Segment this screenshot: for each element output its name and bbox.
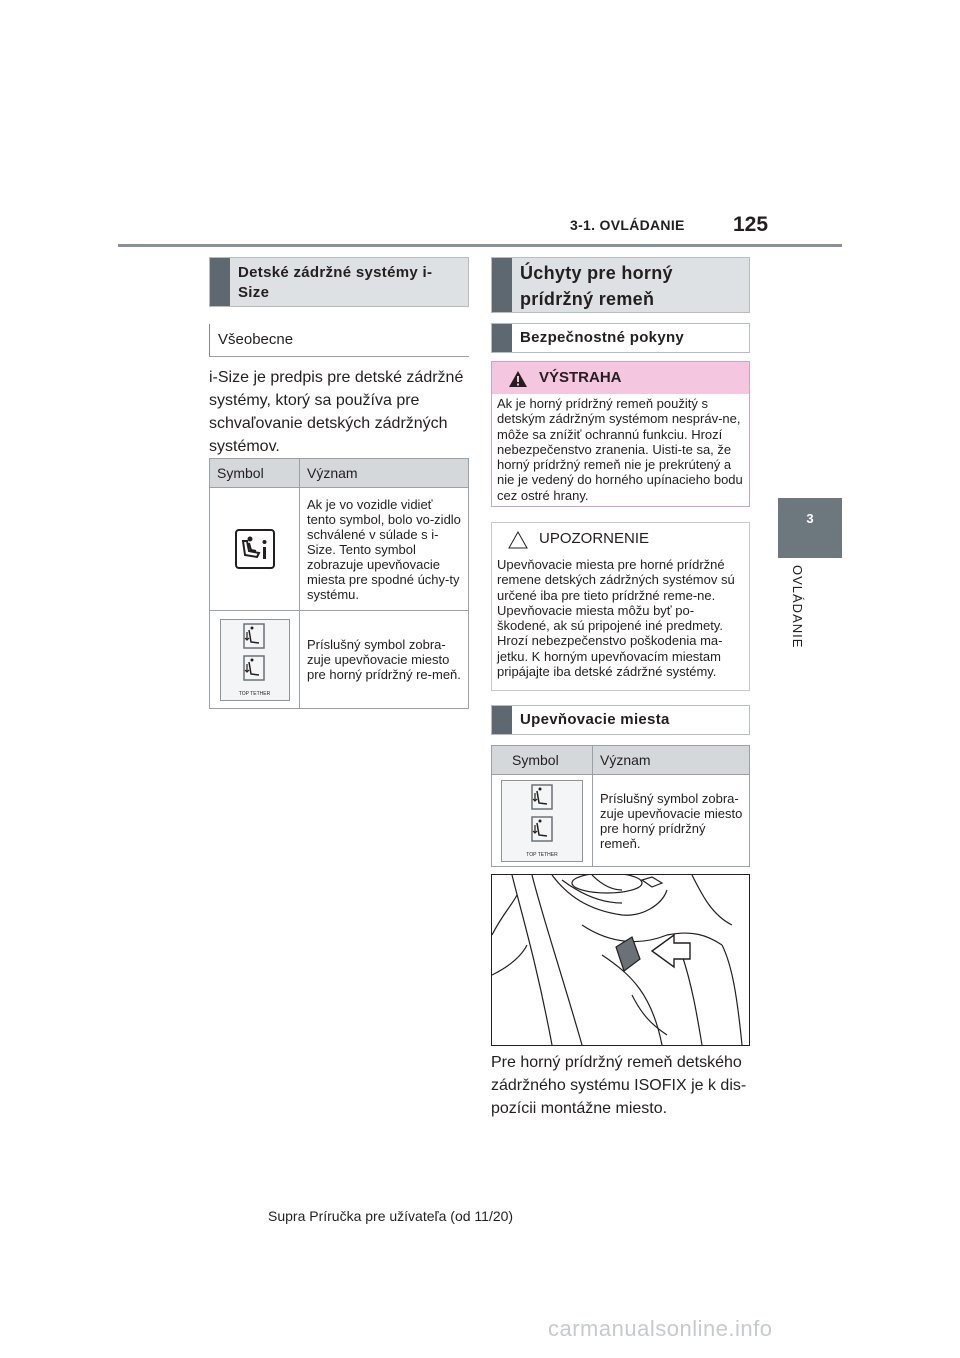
subheading-anchor-points [491, 705, 750, 735]
top-tether-anchor-icon [501, 780, 583, 862]
heading-text: Úchyty pre horný prídržný remeň [520, 263, 673, 309]
heading-text: Detské zádržné systémy i-Size [238, 264, 433, 301]
warning-header [492, 362, 749, 394]
warning-title: VÝSTRAHA [539, 369, 622, 386]
col-header-meaning: Význam [593, 746, 750, 775]
watermark: carmanualsonline.info [548, 1316, 773, 1341]
symbol-table-left [209, 458, 469, 709]
heading-text: Bezpečnostné pokyny [520, 329, 685, 346]
table-row [210, 488, 469, 611]
meaning-cell: Ak je vo vozidle vidieť tento symbol, bolo vo-zidlo schválené v súlade s i-Size. Tento symbol zobrazuje upevňovacie miesta pre spodné úchy-ty systému. [300, 488, 469, 611]
subheading-general [209, 324, 293, 356]
col-header-meaning: Význam [300, 459, 469, 488]
symbol-cell [492, 775, 593, 867]
illustration-caption: Pre horný prídržný remeň detského zádržného systému ISOFIX je k dis-pozícii montážne miesto. [491, 1054, 747, 1117]
col-header-symbol: Symbol [492, 746, 593, 775]
table-row [210, 611, 469, 709]
notice-header [492, 523, 749, 555]
col-header-symbol: Symbol [210, 459, 300, 488]
top-tether-anchor-icon [220, 619, 290, 701]
intro-paragraph: i-Size je predpis pre detské zádržné systémy, ktorý sa používa pre schvaľovanie detských zádržných systémov. [209, 369, 464, 455]
heading-bar [492, 324, 512, 352]
icon-caption: TOP TETHER [238, 690, 271, 697]
symbol-cell [210, 488, 300, 611]
warning-box [491, 361, 750, 507]
heading-bar [492, 258, 512, 312]
meaning-cell: Príslušný symbol zobra-zuje upevňovacie miesto pre horný prídržný remeň. [593, 775, 750, 867]
meaning-cell: Príslušný symbol zobra-zuje upevňovacie miesto pre horný prídržný re-meň. [300, 611, 469, 709]
warning-text: Ak je horný prídržný remeň použitý s detským zádržným systémom nespráv-ne, môže sa znížiť ochrannú funkciu. Hrozí nebezpečenstvo zranenia. Uisti-te sa, že horný prídržný remeň nie je prekrútený a nie je vedený do horného upínacieho bodu cez ostré hrany. [497, 396, 743, 503]
chapter-number: 3 [806, 511, 814, 526]
notice-triangle-icon [508, 531, 528, 549]
page-number: 125 [733, 213, 769, 236]
anchor-location-illustration [491, 874, 750, 1046]
section-heading-top-tether [491, 257, 750, 313]
chapter-label-container [790, 565, 810, 665]
notice-box [491, 522, 750, 691]
subheading-underline [209, 356, 469, 357]
notice-title: UPOZORNENIE [539, 530, 650, 547]
heading-text: Upevňovacie miesta [520, 711, 670, 728]
footer-text: Supra Príručka pre užívateľa (od 11/20) [268, 1208, 514, 1224]
icon-caption: TOP TETHER [526, 851, 558, 858]
section-heading-isize [209, 257, 469, 307]
car-interior-drawing [492, 875, 749, 1045]
symbol-table-right [491, 745, 750, 867]
chapter-tab [778, 498, 842, 558]
heading-bar [492, 706, 512, 734]
subheading-text: Všeobecne [218, 331, 294, 348]
i-size-child-seat-icon [235, 529, 275, 569]
table-row [492, 775, 750, 867]
symbol-cell [210, 611, 300, 709]
header-divider [118, 244, 842, 247]
heading-bar [210, 258, 230, 306]
notice-text: Upevňovacie miesta pre horné prídržné remene detských zádržných systémov sú určené iba pre tieto prídržné reme-ne. Upevňovacie miesta môžu byť po-škodené, ak sú pripojené iné predmety. Hrozí nebezpečenstvo poškodenia ma-jetku. K horným upevňovacím miestam pripájajte iba detské zádržné systémy. [497, 557, 735, 680]
subheading-safety [491, 323, 750, 353]
chapter-label: OVLÁDANIE [790, 565, 805, 649]
section-title: 3-1. OVLÁDANIE [570, 217, 685, 233]
warning-triangle-icon [508, 370, 528, 388]
